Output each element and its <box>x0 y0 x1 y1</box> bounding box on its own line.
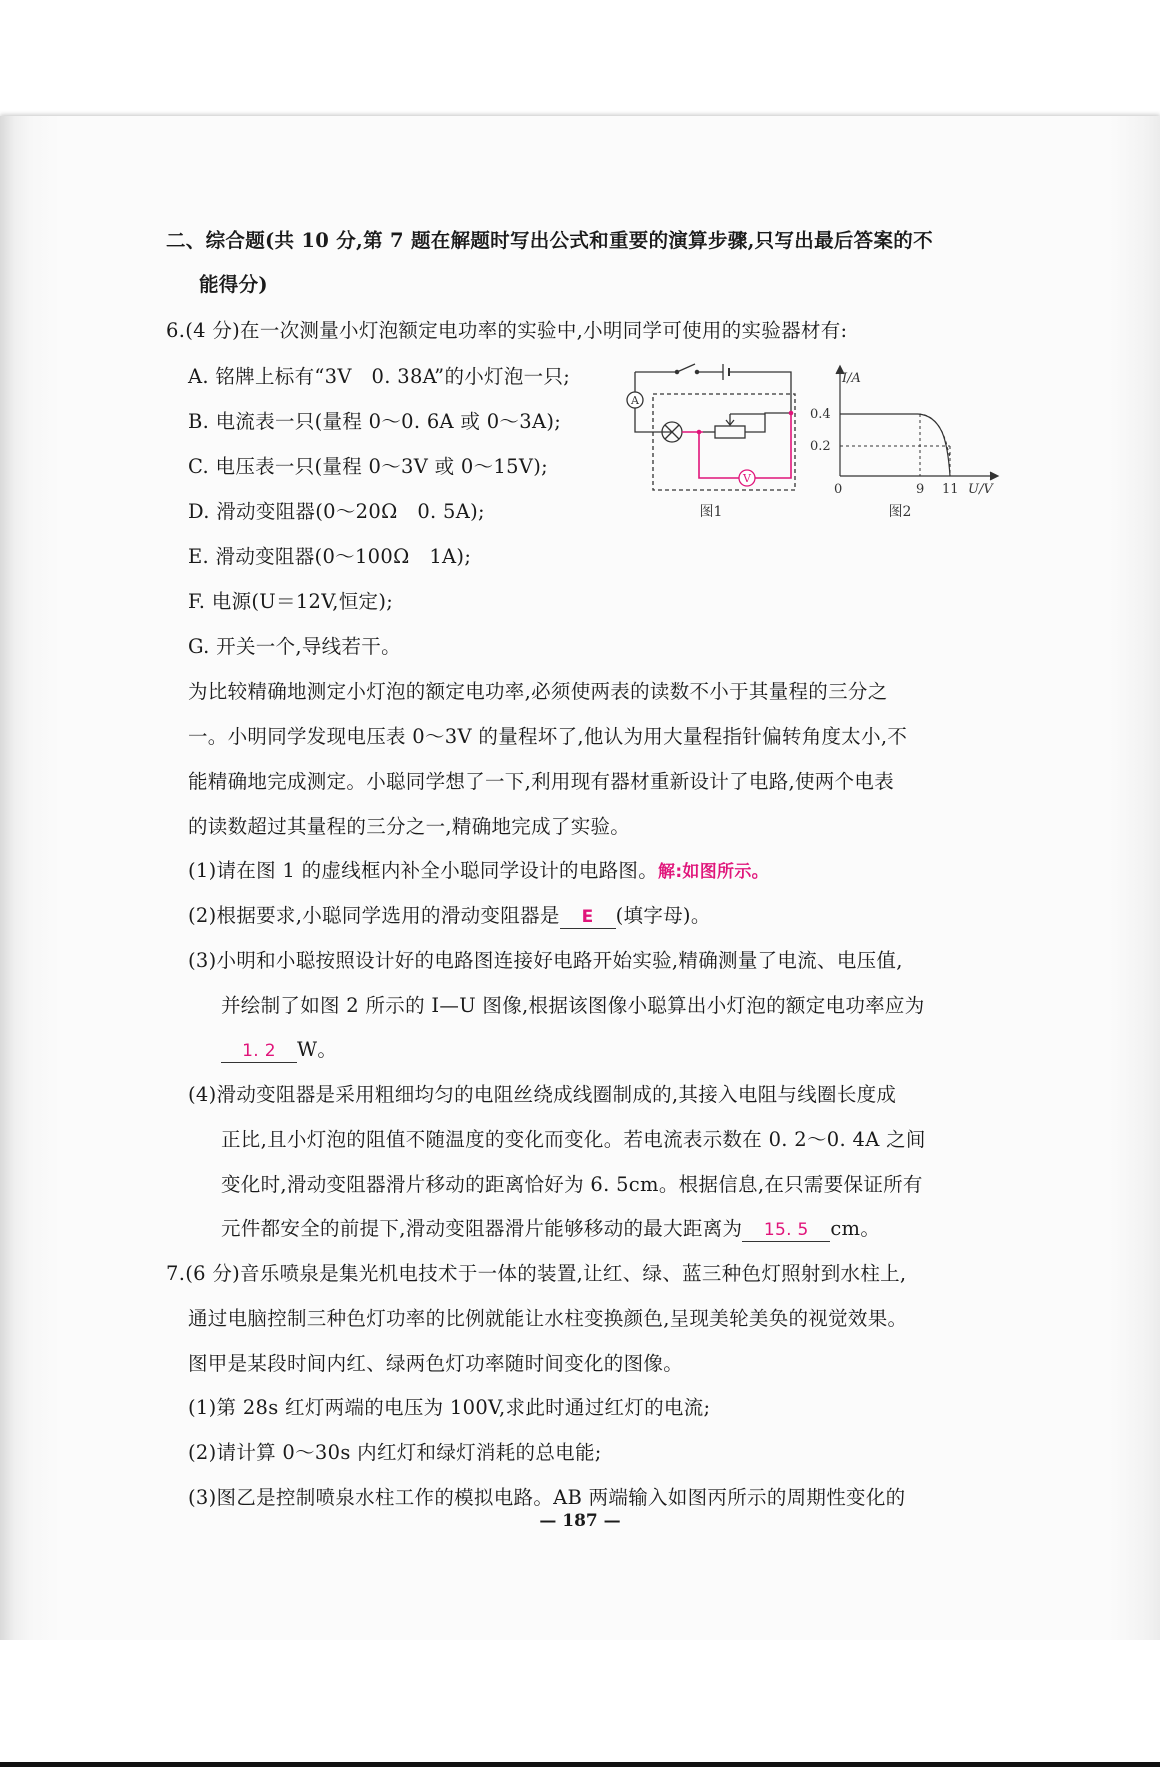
q6-sub-4-line-1: (4)滑动变阻器是采用粗细均匀的电阻丝绕成线圈制成的,其接入电阻与线圈长度成 <box>188 1083 897 1106</box>
x-tick-9: 9 <box>916 482 925 497</box>
q6-sub-3-line-1: (3)小明和小聪按照设计好的电路图连接好电路开始实验,精确测量了电流、电压值, <box>188 949 903 972</box>
q6-option-a: A. 铭牌上标有“3V 0. 38A”的小灯泡一只; <box>188 365 571 388</box>
bottom-margin <box>0 1640 1160 1762</box>
q6-para-line-2: 一。小明同学发现电压表 0～3V 的量程坏了,他认为用大量程指针偏转角度太小,不 <box>188 725 908 748</box>
q6-sub-4-text: 元件都安全的前提下,滑动变阻器滑片能够移动的最大距离为 <box>221 1217 743 1240</box>
q6-sub-2-answer: E <box>560 906 616 929</box>
q6-sub-1-text: (1)请在图 1 的虚线框内补全小聪同学设计的电路图。 <box>188 859 659 882</box>
q7-line-1: 7.(6 分)音乐喷泉是集光机电技术于一体的装置,让红、绿、蓝三种色灯照射到水柱上, <box>166 1262 907 1285</box>
q6-para-line-4: 的读数超过其量程的三分之一,精确地完成了实验。 <box>188 815 631 838</box>
q6-option-e: E. 滑动变阻器(0～100Ω 1A); <box>188 545 472 568</box>
q6-option-b: B. 电流表一只(量程 0～0. 6A 或 0～3A); <box>188 410 562 433</box>
top-margin <box>0 0 1160 116</box>
y-axis-label: I/A <box>842 371 861 386</box>
q6-sub-4-answer: 15. 5 <box>742 1219 830 1242</box>
page-number: — 187 — <box>539 1511 621 1531</box>
q7-sub-3: (3)图乙是控制喷泉水柱工作的模拟电路。AB 两端输入如图丙所示的周期性变化的 <box>188 1486 906 1509</box>
q7-line-3: 图甲是某段时间内红、绿两色灯功率随时间变化的图像。 <box>188 1352 684 1375</box>
section-heading-cont: 能得分) <box>199 273 268 296</box>
figure-2-graph <box>806 362 1006 522</box>
y-tick-0-2: 0.2 <box>810 439 831 454</box>
q6-option-c: C. 电压表一只(量程 0～3V 或 0～15V); <box>188 455 548 478</box>
q6-sub-4-line-3: 变化时,滑动变阻器滑片移动的距离恰好为 6. 5cm。根据信息,在只需要保证所有 <box>221 1173 923 1196</box>
q6-option-f: F. 电源(U＝12V,恒定); <box>188 590 394 613</box>
figure-2-caption: 图2 <box>888 504 912 520</box>
q6-sub-2 <box>188 903 711 929</box>
q6-sub-1 <box>188 858 769 885</box>
q6-option-g: G. 开关一个,导线若干。 <box>188 635 401 658</box>
q6-para-line-3: 能精确地完成测定。小聪同学想了一下,利用现有器材重新设计了电路,使两个电表 <box>188 770 894 793</box>
q6-sub-2-text: (2)根据要求,小聪同学选用的滑动变阻器是 <box>188 904 560 927</box>
q6-option-d: D. 滑动变阻器(0～20Ω 0. 5A); <box>188 500 485 523</box>
q6-sub-2-suffix: (填字母)。 <box>615 904 711 927</box>
x-axis-label: U/V <box>968 482 993 497</box>
q6-sub-3-line-3 <box>221 1037 337 1063</box>
q6-sub-3-unit: W。 <box>297 1038 338 1061</box>
figure-1-circuit <box>615 358 815 523</box>
q6-sub-4-line-2: 正比,且小灯泡的阻值不随温度的变化而变化。若电流表示数在 0. 2～0. 4A 之间 <box>221 1128 926 1151</box>
x-tick-11: 11 <box>942 482 959 497</box>
q6-para-line-1: 为比较精确地测定小灯泡的额定电功率,必须使两表的读数不小于其量程的三分之 <box>188 680 888 703</box>
svg-text:A: A <box>631 394 639 407</box>
q6-sub-4-unit: cm。 <box>830 1217 881 1240</box>
q6-sub-3-line-2: 并绘制了如图 2 所示的 I—U 图像,根据该图像小聪算出小灯泡的额定电功率应为 <box>221 994 925 1017</box>
q6-sub-3-answer: 1. 2 <box>221 1040 297 1063</box>
q7-sub-1: (1)第 28s 红灯两端的电压为 100V,求此时通过红灯的电流; <box>188 1396 711 1419</box>
y-tick-0-4: 0.4 <box>810 407 831 422</box>
q6-sub-4-line-4 <box>221 1216 880 1242</box>
bottom-bar <box>0 1762 1160 1767</box>
q7-line-2: 通过电脑控制三种色灯功率的比例就能让水柱变换颜色,呈现美轮美奂的视觉效果。 <box>188 1307 908 1330</box>
q7-sub-2: (2)请计算 0～30s 内红灯和绿灯消耗的总电能; <box>188 1441 602 1464</box>
q6-sub-1-answer: 解:如图所示。 <box>658 862 769 882</box>
section-heading: 二、综合题(共 10 分,第 7 题在解题时写出公式和重要的演算步骤,只写出最后答案的不 <box>166 229 933 252</box>
svg-text:V: V <box>743 472 751 485</box>
origin-label: 0 <box>834 482 843 497</box>
figure-1-caption: 图1 <box>699 504 723 520</box>
q6-stem: 6.(4 分)在一次测量小灯泡额定电功率的实验中,小明同学可使用的实验器材有: <box>166 319 848 342</box>
